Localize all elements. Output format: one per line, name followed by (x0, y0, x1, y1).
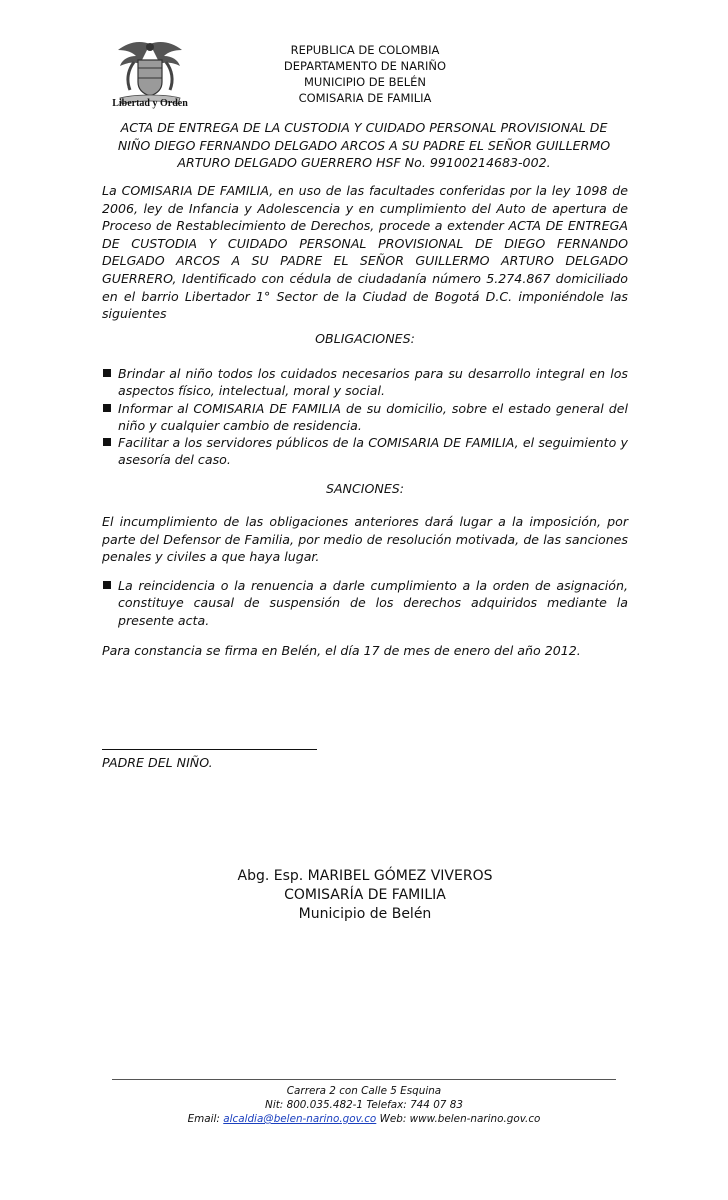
list-item: La reincidencia o la renuencia a darle cumplimiento a la orden de asignación, constituye causal de suspensión de los derechos adquiridos mediante la presente acta. (102, 577, 628, 629)
title-line-3: ARTURO DELGADO GUERRERO HSF No. 99100214683-002. (177, 155, 551, 170)
footer (100, 1084, 628, 1126)
commissioner-name: Abg. Esp. MARIBEL GÓMEZ VIVEROS (237, 868, 493, 884)
list-item: Facilitar a los servidores públicos de la COMISARIA DE FAMILIA, el seguimiento y asesoría del caso. (102, 434, 628, 469)
emblem-motto: Libertad y Orden (112, 98, 188, 109)
title-line-2: NIÑO DIEGO FERNANDO DELGADO ARCOS A SU PADRE EL SEÑOR GUILLERMO (117, 137, 611, 153)
commissioner-municipality: Municipio de Belén (298, 906, 432, 922)
header-line-country: REPUBLICA DE COLOMBIA (290, 43, 440, 57)
institution-header (200, 42, 530, 106)
obligations-list (102, 365, 628, 469)
web-text: Web: www.belen-narino.gov.co (379, 1113, 541, 1125)
commissioner-role: COMISARÍA DE FAMILIA (284, 887, 446, 903)
list-item: Informar al COMISARIA DE FAMILIA de su domicilio, sobre el estado general del niño y cualquier cambio de residencia. (102, 400, 628, 435)
footer-address: Carrera 2 con Calle 5 Esquina (286, 1085, 442, 1097)
header-line-department: DEPARTAMENTO DE NARIÑO (283, 59, 447, 73)
sanctions-paragraph: El incumplimiento de las obligaciones anteriores dará lugar a la imposición, por parte del Defensor de Familia, por medio de resolución motivada, de las sanciones penales y civiles a que haya lugar. (102, 514, 628, 565)
footer-divider (112, 1079, 616, 1080)
document-title (100, 119, 628, 172)
intro-paragraph: La COMISARIA DE FAMILIA, en uso de las facultades conferidas por la ley 1098 de 2006, ley de Infancia y Adolescencia y en cumplimiento del Auto de apertura de Proceso de Restablecimiento de Derechos, procede a extender ACTA DE ENTREGA DE CUSTODIA Y CUIDADO PERSONAL PROVISIONAL DE DIEGO FERNANDO DELGADO ARCOS A SU PADRE EL SEÑOR GUILLERMO ARTURO DELGADO GUERRERO, Identificado con cédula de ciudadanía número 5.274.867 domiciliado en el barrio Libertador 1° Sector de la Ciudad de Bogotá D.C. imponiéndole las siguientes (102, 183, 628, 322)
closing-statement: Para constancia se firma en Belén, el día 17 de mes de enero del año 2012. (102, 643, 581, 658)
coat-of-arms-logo (110, 38, 190, 114)
commissioner-signature-block (200, 867, 530, 924)
signature-line (102, 749, 317, 750)
sanctions-list (102, 577, 628, 629)
obligations-heading: OBLIGACIONES: (315, 331, 415, 346)
email-link[interactable]: alcaldia@belen-narino.gov.co (223, 1113, 377, 1125)
footer-nit-phone: Nit: 800.035.482-1 Telefax: 744 07 83 (265, 1099, 463, 1111)
father-signature-caption: PADRE DEL NIÑO. (102, 755, 213, 770)
header-line-municipality: MUNICIPIO DE BELÉN (304, 75, 426, 89)
footer-contact (100, 1112, 628, 1126)
sanctions-heading: SANCIONES: (325, 481, 405, 496)
list-item: Brindar al niño todos los cuidados necesarios para su desarrollo integral en los aspectos físico, intelectual, moral y social. (102, 365, 628, 400)
header-line-office: COMISARIA DE FAMILIA (298, 91, 432, 105)
title-line-1: ACTA DE ENTREGA DE LA CUSTODIA Y CUIDADO PERSONAL PROVISIONAL DE (120, 120, 608, 135)
email-label: Email: (187, 1113, 220, 1125)
